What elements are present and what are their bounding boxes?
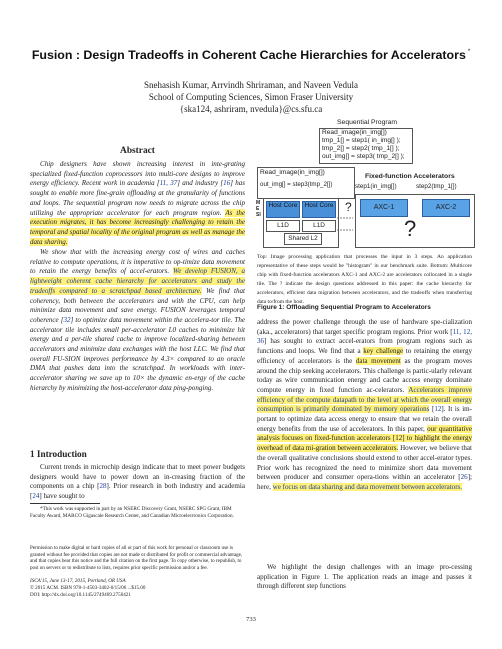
question-mark-1: ?	[345, 200, 352, 214]
highlighted-text: As the execution migrates, it has become increasingly challenging to retain the temporal and spatial locality of the original program as well as manage the data sharing.	[30, 208, 245, 246]
authors: Snehasish Kumar, Arrvindh Shriraman, and Naveen Vedula	[144, 80, 358, 90]
host-code-line: out_img[] = step3(tmp_2[])	[260, 181, 333, 188]
copyright-doi[interactable]: DOI: http://dx.doi.org/10.1145/2749469.2750421	[30, 592, 131, 598]
l1d-cache-2: L1D	[302, 220, 336, 232]
page-number: 733	[246, 616, 256, 623]
figure-seq-label: Sequential Program	[337, 119, 398, 126]
title-footnote-mark: *	[467, 49, 471, 55]
l1d-cache-1: L1D	[266, 220, 300, 232]
paper-title	[20, 48, 482, 62]
highlighted-text: data movement	[355, 356, 401, 365]
accelerator-axc-2: AXC-2	[422, 199, 470, 217]
host-core-1: Host Core	[266, 201, 300, 218]
citation-link[interactable]: 26	[460, 473, 468, 482]
title-text: Fusion : Design Tradeoffs in Coherent Cache Hierarchies for Accelerators	[31, 48, 466, 62]
abstract-paragraph-1: Chip designers have shown increasing interest in inte-grating specialized fixed-function coprocessors into multi-core designs to improve energy efficiency. Recent work in academia [11, 37] and industry [16] has sought to enable more fine-grain offloading at the granularity of functions and loops. The sequential program now needs to migrate across the chip utilizing the appropriate accelerator for each program region. As the execution migrates, it has become increasingly challenging to retain the temporal and spatial locality of the original program as well as manage the data sharing.	[30, 160, 245, 246]
host-code-line: Read_image(in_img[])	[260, 169, 325, 176]
shared-l2-cache: Shared L2	[284, 233, 322, 245]
footnote: *This work was supported in part by an NSERC Discovery Grant, NSERC SPG Grant, IBM Faculty Award, MARCO Gigascale Research Center, and Canadian Microelectronics Corporation.	[30, 506, 234, 519]
citation-link[interactable]: 16	[223, 179, 231, 188]
copyright-venue: ISCA'15, June 13-17, 2015, Portland, OR USA	[30, 578, 126, 584]
figure-1-description: Top: Image processing application that processes the input in 3 steps. An application representative of these steps would be "histogram" in our benchmark suite. Bottom: Multicore chip with fixed-function accelerators AXC-1 and AXC-2 are accelerators collocated in a single tile. The ? indicate the design questions addressed in this paper: the cache hierarchy for accelerators, efficient data migration between accelerators, and the tradeoffs when transferring data to/from the host.	[257, 254, 472, 306]
citation-link[interactable]: 28	[99, 482, 107, 491]
figure-1	[255, 116, 475, 251]
mesi-label: MESI	[256, 200, 261, 218]
author-emails: {ska124, ashriram, nvedula}@cs.sfu.ca	[179, 104, 323, 114]
copyright-isbn: © 2015 ACM. ISBN 978-1-4503-3402-0/15/06 ...$15.00	[30, 585, 146, 591]
citation-link[interactable]: 11, 37	[159, 179, 178, 188]
host-code-box	[257, 167, 355, 199]
seq-line: tmp_1[] = step1( in_img[] );	[322, 137, 401, 144]
host-core-2: Host Core	[302, 201, 336, 218]
abstract-heading: Abstract	[120, 146, 155, 156]
citation-link[interactable]: 11, 12, 36	[257, 327, 472, 346]
host-tile	[263, 198, 339, 248]
accelerator-axc-1: AXC-1	[360, 199, 408, 217]
fixed-function-label: Fixed-function Accelerators	[365, 173, 455, 180]
citation-link[interactable]: 24	[32, 492, 40, 501]
footnote-rule	[30, 503, 100, 504]
right-column-paragraph-2: We highlight the design challenges with an image pro-cessing application in Figure 1. The application reads an image and passes it through different step functions	[257, 563, 472, 591]
highlighted-text: key challenge	[363, 347, 404, 356]
seq-line: tmp_2[] = step2( tmp_1[] );	[322, 145, 400, 152]
highlighted-text: we focus on data sharing and data movement between accelerators.	[272, 482, 463, 491]
abstract-paragraph-2: We show that with the increasing energy cost of wires and caches relative to compute operations, it is imperative to op-timize data movement to retain the energy benefits of accel-erators. We develop FUSION, a lightweight coherent cache hierarchy for accelerators and study the tradeoffs compared to a scratchpad based architecture. We find that coherency, both between the accelerators and with the CPU, can help minimize data movement and save energy. FUSION leverages temporal coherence [32] to optimize data movement within the accelera-tor tile. The accelerator tile includes small per-accelerator L0 caches to minimize hit energy and a per-tile shared cache to improve localized-sharing between accelerators and minimize data exchanges with the host LLC. We find that overall FU-SION improves performance by 4.3× compared to an oracle DMA that pushes data into the scratchpad. In workloads with inter-accelerator sharing we save up to 10× the dynamic en-ergy of the cache hierarchy by minimizing the host-accelerator data ping-ponging.	[30, 248, 246, 392]
seq-line: Read_image(in_img[])	[322, 129, 387, 136]
right-column-paragraph-1: address the power challenge through the use of hardware spe-cialization (aka., accelerators) that target specific program regions. Prior work [11, 12, 36] has sought to extract accel-erators from program regions such as functions and loops. We find that a key challenge to retaining the energy efficiency of accelerators is the data movement as the program moves around the chip seeking accelerators. This challenge is partic-ularly relevant today as wire communication energy and cache access energy dominate compute energy in fixed function ac-celerators. Accelerators improve efficiency of the compute datapath to the level at which the overall energy consumption is primarily dominated by memory operations [12]. It is im-portant to optimize data access energy to ensure that we retain the overall energy benefits from the use of accelerators. In this paper, our quantitative analysis focuses on fixed-function accelerators [12] to highlight the energy overhead of data mi-gration between accelerators. However, we believe that the overall qualitative conclusions should extend to other accel-erator types. Prior work has recognized the need to minimize short data movement between producer and consumer opera-tions within an accelerator [26]; here, we focus on data sharing and data movement between accelerators.	[257, 318, 473, 491]
step2-label: step2(tmp_1[])	[416, 183, 457, 190]
question-mark-2: ?	[404, 216, 417, 241]
intro-paragraph: Current trends in microchip design indicate that to meet power budgets designers would have to power down an in-creasing fraction of the components on a chip [28]. Prior research in both industry and academia [24] have sought to	[30, 463, 245, 501]
affiliation: School of Computing Sciences, Simon Fraser University	[148, 92, 354, 102]
highlighted-text: We develop FUSION, a lightweight coherent cache hierarchy for accelerators and study the tradeoffs compared to a scratchpad based architecture.	[30, 267, 245, 295]
highlighted-text: our quantitative analysis focuses on fixed-function accelerators [12] to highlight the energy overhead of data mi-gration between accelerators.	[257, 424, 473, 453]
accelerator-tile	[355, 194, 475, 248]
seq-line: out_img[] = step3( tmp_2[] );	[322, 153, 405, 160]
sequential-program-box	[319, 128, 413, 164]
section-heading-introduction: 1 Introduction	[30, 449, 87, 459]
citation-link[interactable]: 12	[434, 405, 442, 414]
copyright-permission: Permission to make digital or hard copies of all or part of this work for personal or classroom use is granted without fee provided that copies are not made or distributed for profit or commercial advantage, and that copies bear this notice and the full citation on the first page. To copy otherwise, to republish, to post on servers or to redistribute to lists, requires prior specific permission and/or a fee.	[30, 545, 243, 571]
highlighted-text: Accelerators improve efficiency of the compute datapath to the level at which the overall energy consumption is primarily dominated by memory operations	[257, 385, 473, 414]
figure-1-caption: Figure 1: Offloading Sequential Program to Accelerators	[257, 304, 431, 311]
citation-link[interactable]: 32	[63, 315, 71, 324]
step1-label: step1(in_img[])	[355, 183, 397, 190]
